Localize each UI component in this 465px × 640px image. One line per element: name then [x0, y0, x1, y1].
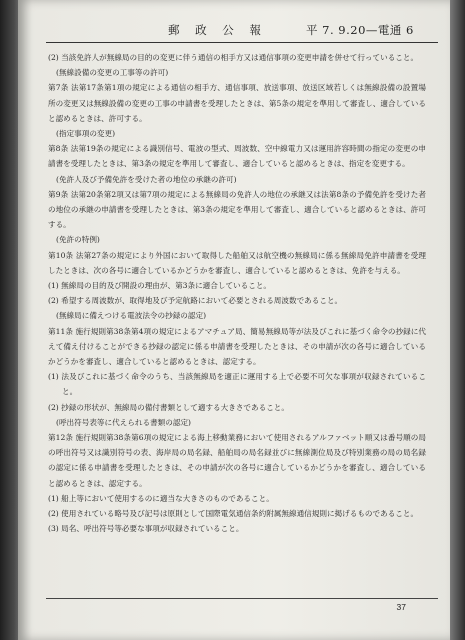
article-paragraph: 第11条 施行規則第38条第4項の規定によるアマチュア局、簡易無線局等が法及びこれに基づく命令の抄録に代えて備え付けることができる抄録の認定に係る申請書を受理したときは、その申請が次の各号に適合しているかどうかを審査し、適合していると認めるときは、認定する。	[48, 326, 426, 367]
paragraph-item: (2) 使用されている略号及び記号は原則として国際電気通信条約附属無線通信規則に掲げるものであること。	[48, 509, 419, 519]
section-caption: (無線局に備えつける電波法令の抄録の認定)	[56, 311, 207, 321]
section-caption: (呼出符号表等に代えられる書類の認定)	[56, 417, 192, 427]
page-header	[18, 22, 450, 42]
paragraph-item: (2) 抄録の形状が、無線局の備付書類として適する大きさであること。	[48, 402, 289, 412]
paragraph-item: (1) 法及びこれに基づく命令のうち、当該無線局を適正に運用する上で必要不可欠な事項が収録されていること。	[48, 372, 426, 397]
page-number: 37	[396, 602, 406, 612]
paragraph-item: (3) 局名、呼出符号等必要な事項が収録されていること。	[48, 524, 244, 534]
document-body	[48, 50, 426, 537]
article-paragraph: 第9条 法第20条第2項又は第7項の規定による無線局の免許人の地位の承継又は法第8条の予備免許を受けた者の地位の承継の申請書を受理したときは、第3条の規定を準用して審査し、適合していると認めるときは、許可する。	[48, 189, 426, 230]
issue-date: 平 7. 9.20—電通 6	[306, 23, 414, 37]
scan-edge-right	[450, 0, 465, 640]
scan-edge-left	[0, 0, 20, 640]
publication-title: 郵 政 公 報	[168, 23, 267, 37]
paragraph-item: (2) 希望する周波数が、取得地及び予定航路において必要とされる周波数であること。	[48, 296, 343, 306]
article-paragraph: 第7条 法第17条第1項の規定による通信の相手方、通信事項、放送事項、放送区域若しくは無線設備の設置場所の変更又は無線設備の変更の工事の申請書を受理したときは、第5条の規定を準用して審査し、適合していると認めるときは、許可する。	[48, 83, 426, 123]
section-caption: (免許人及び予備免許を受けた者の地位の承継の許可)	[56, 174, 237, 184]
paragraph-item: (2) 当該免許人が無線局の目的の変更に伴う通信の相手方又は通信事項の変更申請を併せて行っていること。	[48, 53, 419, 62]
document-page	[18, 0, 450, 640]
article-paragraph: 第8条 法第19条の規定による識別信号、電波の型式、周波数、空中線電力又は運用許容時間の指定の変更の申請書を受理したときは、第3条の規定を準用して審査し、適合していると認めるときは、指定を変更する。	[48, 144, 426, 169]
section-caption: (指定事項の変更)	[56, 129, 116, 139]
article-paragraph: 第10条 法第27条の規定により外国において取得した船舶又は航空機の無線局に係る無線局免許申請書を受理したときは、次の各号に適合しているかどうかを審査し、適合していると認めるときは、免許を与える。	[48, 250, 426, 275]
article-paragraph: 第12条 施行規則第38条第6項の規定による海上移動業務において使用されるアルファベット順又は番号順の局の呼出符号又は識別符号の表、海岸局の局名録、船舶局の局名録並びに無線測位局及び特別業務の局の局名録の認定に係る申請書を受理したときは、その申請が次の各号に適合しているかどうかを審査し、適合していると認めるときは、認定する。	[48, 433, 426, 488]
paragraph-item: (1) 船上等において使用するのに適当な大きさのものであること。	[48, 493, 274, 503]
paragraph-item: (1) 無線局の目的及び開設の理由が、第3条に適合していること。	[48, 281, 272, 291]
section-caption: (無線設備の変更の工事等の許可)	[56, 68, 169, 78]
header-rule	[46, 42, 438, 43]
footer-rule	[46, 598, 438, 599]
section-caption: (免許の特例)	[56, 235, 100, 245]
